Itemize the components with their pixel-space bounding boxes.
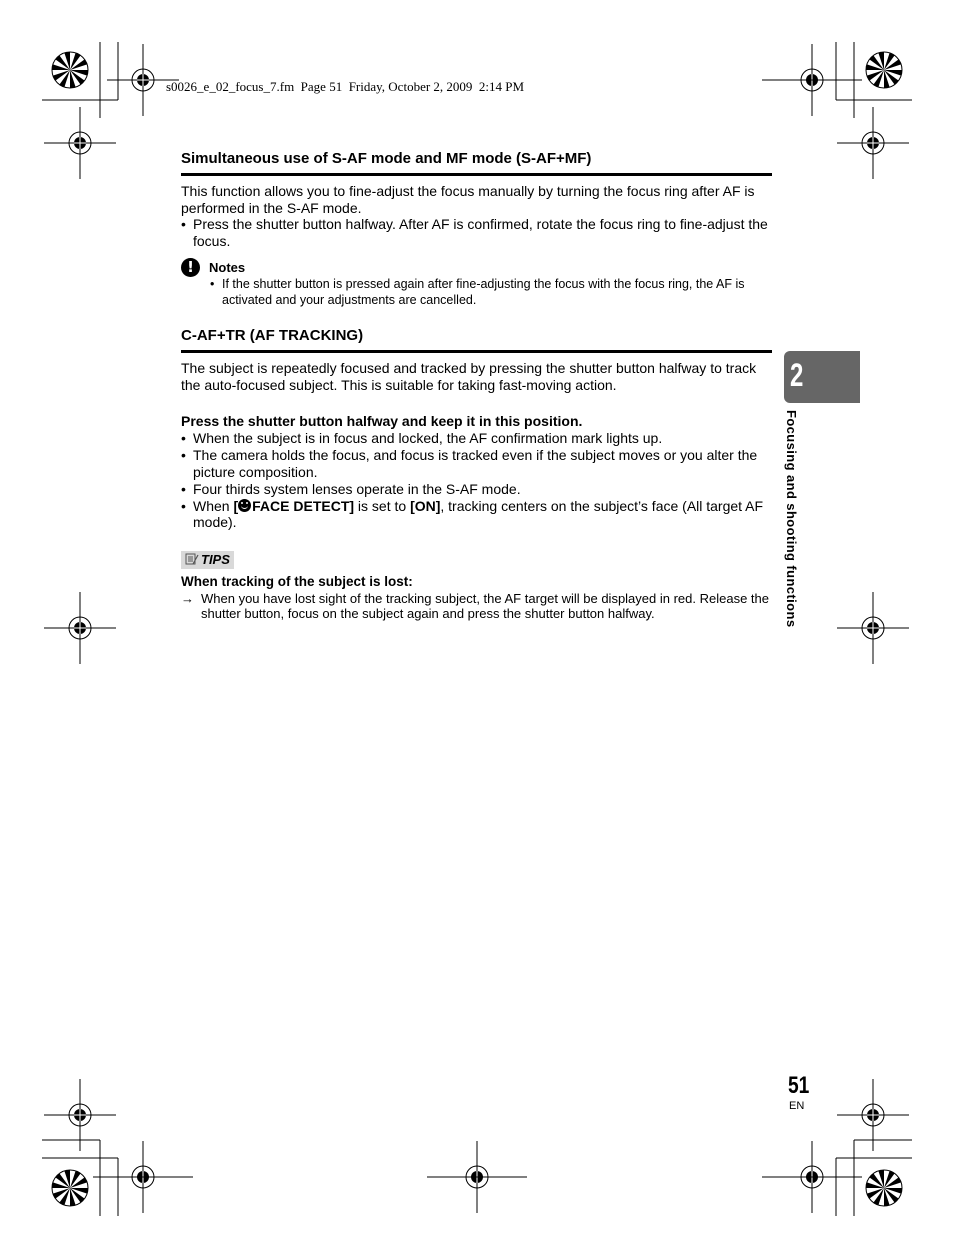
section-saf-mf xyxy=(181,150,772,308)
section-heading: Simultaneous use of S-AF mode and MF mode (S-AF+MF) xyxy=(181,150,592,167)
face-detect-icon xyxy=(238,499,251,512)
section-caf-tr xyxy=(181,327,772,531)
arrow-icon: → xyxy=(181,590,194,606)
list-item: • When the subject is in focus and locked, the AF confirmation mark lights up. xyxy=(181,430,772,447)
face-setting-name: FACE DETECT] xyxy=(252,497,355,514)
list-item: • Four thirds system lenses operate in the S-AF mode. xyxy=(181,481,772,498)
chapter-number: 2 xyxy=(790,357,804,393)
section-intro: The subject is repeatedly focused and tracked by pressing the shutter button halfway to track the auto-focused subject. This is suitable for taking fast-moving action. xyxy=(181,360,757,393)
section-heading: C-AF+TR (AF TRACKING) xyxy=(181,327,364,344)
list-item-face-detect xyxy=(181,498,772,531)
notes-title: Notes xyxy=(209,260,246,275)
page-number: 51 xyxy=(788,1072,810,1099)
tips-badge xyxy=(181,551,234,569)
tips-box xyxy=(181,551,772,622)
list-item: • The camera holds the focus, and focus is tracked even if the subject moves or you alter the picture composition. xyxy=(181,447,772,480)
tips-text: When you have lost sight of the tracking subject, the AF target will be displayed in red. Release the shutter button, focus on the subject again and press the shutter button halfway. xyxy=(201,590,769,621)
tips-subheading: When tracking of the subject is lost: xyxy=(181,574,413,589)
heading-rule xyxy=(181,173,772,176)
face-bullet-pre: When xyxy=(193,497,234,514)
tips-label: TIPS xyxy=(201,551,230,567)
instruction: Press the shutter button halfway and keep it in this position. xyxy=(181,413,583,429)
face-setting-value: [ON] xyxy=(410,497,441,514)
heading-rule xyxy=(181,350,772,353)
tips-icon xyxy=(185,553,199,565)
face-bullet-post: , tracking centers on the subject’s face (All target AF mode). xyxy=(193,497,764,530)
page-content xyxy=(181,150,772,622)
note-item: • If the shutter button is pressed again after fine-adjusting the focus with the focus ring, the AF is activated and your adjustments are cancelled. xyxy=(210,277,772,308)
face-bullet-mid: is set to xyxy=(354,497,411,514)
notes-heading xyxy=(181,258,772,277)
page-language: EN xyxy=(789,1100,805,1112)
tips-item xyxy=(181,591,772,622)
list-item: • Press the shutter button halfway. After AF is confirmed, rotate the focus ring to fine-adjust the focus. xyxy=(181,216,772,249)
face-setting-open: [ xyxy=(233,497,239,514)
section-intro: This function allows you to fine-adjust the focus manually by turning the focus ring after AF is performed in the S-AF mode. xyxy=(181,183,755,216)
exclamation-icon: ! xyxy=(181,258,200,277)
chapter-title: Focusing and shooting functions xyxy=(784,410,799,628)
print-header: s0026_e_02_focus_7.fm Page 51 Friday, October 2, 2009 2:14 PM xyxy=(166,79,525,94)
